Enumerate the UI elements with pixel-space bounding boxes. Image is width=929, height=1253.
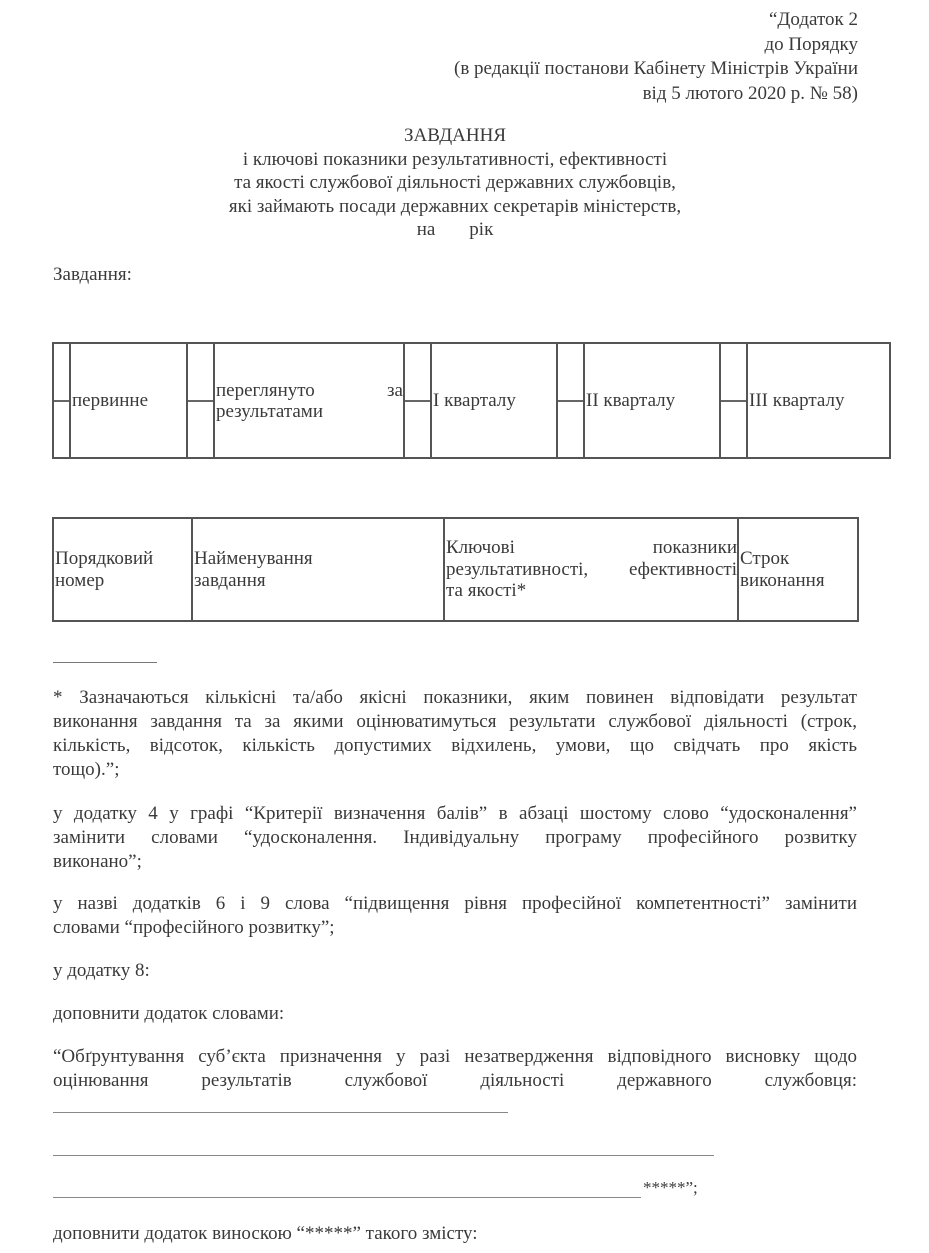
appendix-note <box>454 8 858 106</box>
status-initial-label: первинне <box>72 390 149 411</box>
status-revised-label-c: результатами <box>216 400 323 422</box>
status-table <box>52 342 891 459</box>
status-q2-label: II кварталу <box>586 390 676 411</box>
paragraph-line: у додатку 8: <box>53 960 150 981</box>
title-line: і ключові показники результативності, ефективності <box>242 148 668 170</box>
paragraph-appendices-6-9 <box>53 892 857 940</box>
appendix-note-line: (в редакції постанови Кабінету Міністрів України <box>454 58 858 79</box>
header-text: Ключові <box>446 537 515 559</box>
paragraph-line: оцінювання результатів службової діяльності державного службовця: <box>53 1070 857 1091</box>
paragraph-line: у додатку 4 у графі “Критерії визначення балів” в абзаці шостому слово “удосконалення” <box>53 803 857 824</box>
status-revised-label-b: за <box>387 379 403 401</box>
footnote-text <box>53 686 857 782</box>
document-title <box>150 124 760 242</box>
paragraph-line: словами “професійного розвитку”; <box>53 917 335 938</box>
paragraph-line: виконано”; <box>53 851 142 872</box>
title-line: які займають посади державних секретарів міністерств, <box>228 195 682 217</box>
header-order-number <box>54 519 193 620</box>
fill-line-3[interactable] <box>53 1197 641 1198</box>
paragraph-appendix-4 <box>53 802 857 874</box>
paragraph-line: доповнити додаток словами: <box>53 1003 285 1024</box>
paragraph-line: у назві додатків 6 і 9 слова “підвищення рівня професійної компетентності” замінити <box>53 893 857 914</box>
paragraph-footnote-addition <box>53 1222 857 1246</box>
header-task-name <box>193 519 445 620</box>
checkbox-q3[interactable] <box>721 344 748 457</box>
header-key-indicators <box>445 519 739 620</box>
header-text: завдання <box>194 569 266 591</box>
footnote-marker: *****”; <box>643 1178 698 1197</box>
header-text: результативності, <box>446 558 589 580</box>
header-text: Строк <box>740 548 790 569</box>
title-line: та якості службової діяльності державних службовців, <box>234 172 676 193</box>
status-revised-cell <box>215 344 405 457</box>
appendix-note-line: “Додаток 2 <box>769 9 858 30</box>
footnote-line: виконання завдання та за якими оцінюватимуться результати службової діяльності (строк, <box>53 711 857 732</box>
status-q1-cell <box>432 344 558 457</box>
status-q3-label: III кварталу <box>749 390 845 411</box>
header-text: та якості* <box>446 580 527 602</box>
checkbox-q2[interactable] <box>558 344 585 457</box>
task-table <box>52 517 859 622</box>
header-text: ефективності <box>629 558 737 580</box>
status-q3-cell <box>748 344 889 457</box>
title-heading: ЗАВДАННЯ <box>404 125 506 146</box>
header-text: номер <box>55 569 105 591</box>
footnote-line: тощо).”; <box>53 759 120 780</box>
title-year-prefix: на <box>416 219 436 240</box>
status-q2-cell <box>585 344 721 457</box>
header-deadline <box>739 519 857 620</box>
header-text: показники <box>652 537 737 559</box>
header-text: Порядковий <box>55 548 154 569</box>
paragraph-line: замінити словами “удосконалення. Індивідуальну програму професійного розвитку <box>53 827 857 848</box>
header-text: виконання <box>740 569 825 591</box>
appendix-note-line: до Порядку <box>764 33 858 55</box>
header-text: Найменування <box>194 548 313 569</box>
paragraph-line: доповнити додаток виноскою “*****” такого змісту: <box>53 1223 478 1244</box>
paragraph-line: “Обґрунтування суб’єкта призначення у разі незатвердження відповідного висновку щодо <box>53 1046 857 1067</box>
title-year-suffix: рік <box>469 219 494 240</box>
appendix-note-line: від 5 лютого 2020 р. № 58) <box>642 82 858 104</box>
status-q1-label: I кварталу <box>433 390 516 411</box>
footnote-separator <box>53 662 157 663</box>
checkbox-revised[interactable] <box>188 344 215 457</box>
fill-line-1[interactable] <box>53 1112 508 1113</box>
title-year-line <box>150 218 760 242</box>
status-initial-cell <box>71 344 188 457</box>
paragraph-appendix-8 <box>53 959 857 983</box>
tasks-label: Завдання: <box>53 264 132 285</box>
paragraph-supplement <box>53 1002 857 1026</box>
footnote-line: * Зазначаються кількісні та/або якісні показники, яким повинен відповідати результат <box>53 687 857 708</box>
paragraph-justification <box>53 1045 857 1093</box>
checkbox-initial[interactable] <box>54 344 71 457</box>
fill-line-2[interactable] <box>53 1155 714 1156</box>
footnote-line: кількість, відсоток, кількість допустимих відхилень, умови, що свідчать про якість <box>53 735 857 756</box>
status-revised-label-a: переглянуто <box>216 379 315 401</box>
checkbox-q1[interactable] <box>405 344 432 457</box>
